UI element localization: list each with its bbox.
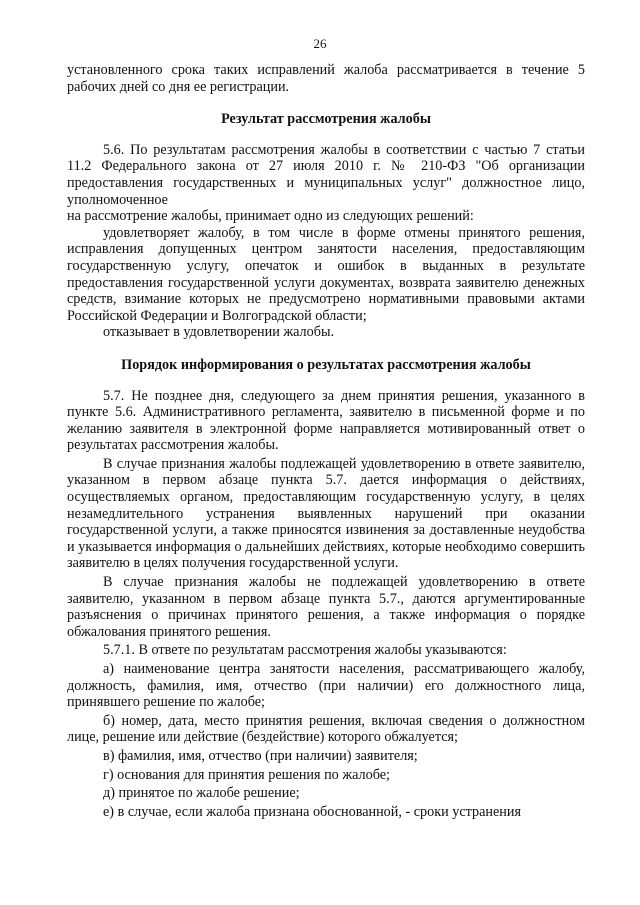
paragraph-5-7: 5.7. Не позднее дня, следующего за днем принятия решения, указанного в пункте 5.6. Административного регламента, заявителю в письменной форме и по желанию заявителя в электронной форме направляется мотивированный ответ о результатах рассмотрения жалобы. <box>67 387 585 454</box>
paragraph-satisfy: удовлетворяет жалобу, в том числе в форме отмены принятого решения, исправления допущенных центром занятости населения, предоставляющим государственную услугу, опечаток и ошибок в выданных в результате предоставления государственной услуги документах, возврата заявителю денежных средств, взимание которых не предусмотрено нормативными правовыми актами Российской Федерации и Волгоградской области; <box>67 224 585 324</box>
paragraph-5-6: 5.6. По результатам рассмотрения жалобы в соответствии с частью 7 статьи 11.2 Федерального закона от 27 июля 2010 г. № 210-ФЗ "Об организации предоставления государственных и муниципальных услуг" должностное лицо, уполномоченное <box>67 141 585 208</box>
paragraph-intro: установленного срока таких исправлений жалоба рассматривается в течение 5 рабочих дней со дня ее регистрации. <box>67 62 585 95</box>
list-item-b: б) номер, дата, место принятия решения, включая сведения о должностном лице, решение или действие (бездействие) которого обжалуется; <box>67 712 585 746</box>
list-item-d: д) принятое по жалобе решение; <box>103 785 300 802</box>
page-number: 26 <box>313 36 327 51</box>
list-item-g: г) основания для принятия решения по жалобе; <box>103 766 390 783</box>
paragraph-5-7-1: 5.7.1. В ответе по результатам рассмотрения жалобы указываются: <box>103 642 507 659</box>
paragraph-5-6-continuation: на рассмотрение жалобы, принимает одно из следующих решений: <box>67 208 474 225</box>
paragraph-refuse: отказывает в удовлетворении жалобы. <box>103 324 335 341</box>
document-body <box>67 62 585 820</box>
list-item-v: в) фамилия, имя, отчество (при наличии) заявителя; <box>103 747 418 764</box>
list-item-a: а) наименование центра занятости населения, рассматривающего жалобу, должность, фамилия, имя, отчество (при наличии) его должностного лица, принявшего решение по жалобе; <box>67 661 585 711</box>
list-item-e: е) в случае, если жалоба признана обоснованной, - сроки устранения <box>103 803 522 820</box>
paragraph-recognized: В случае признания жалобы подлежащей удовлетворению в ответе заявителю, указанном в первом абзаце пункта 5.7. дается информация о действиях, осуществляемых органом, предоставляющим государственную услугу, в целях незамедлительного устранения выявленных нарушений при оказании государственной услуги, а также приносятся извинения за доставленные неудобства и указывается информация о дальнейших действиях, которые необходимо совершить заявителю в целях получения государственной услуги. <box>67 455 585 572</box>
heading-complaint-result: Результат рассмотрения жалобы <box>221 111 431 128</box>
heading-informing-order: Порядок информирования о результатах рассмотрения жалобы <box>121 356 531 373</box>
paragraph-not-recognized: В случае признания жалобы не подлежащей удовлетворению в ответе заявителю, указанном в первом абзаце пункта 5.7., даются аргументированные разъяснения о причинах принятого решения, а также информация о порядке обжалования принятого решения. <box>67 574 585 640</box>
